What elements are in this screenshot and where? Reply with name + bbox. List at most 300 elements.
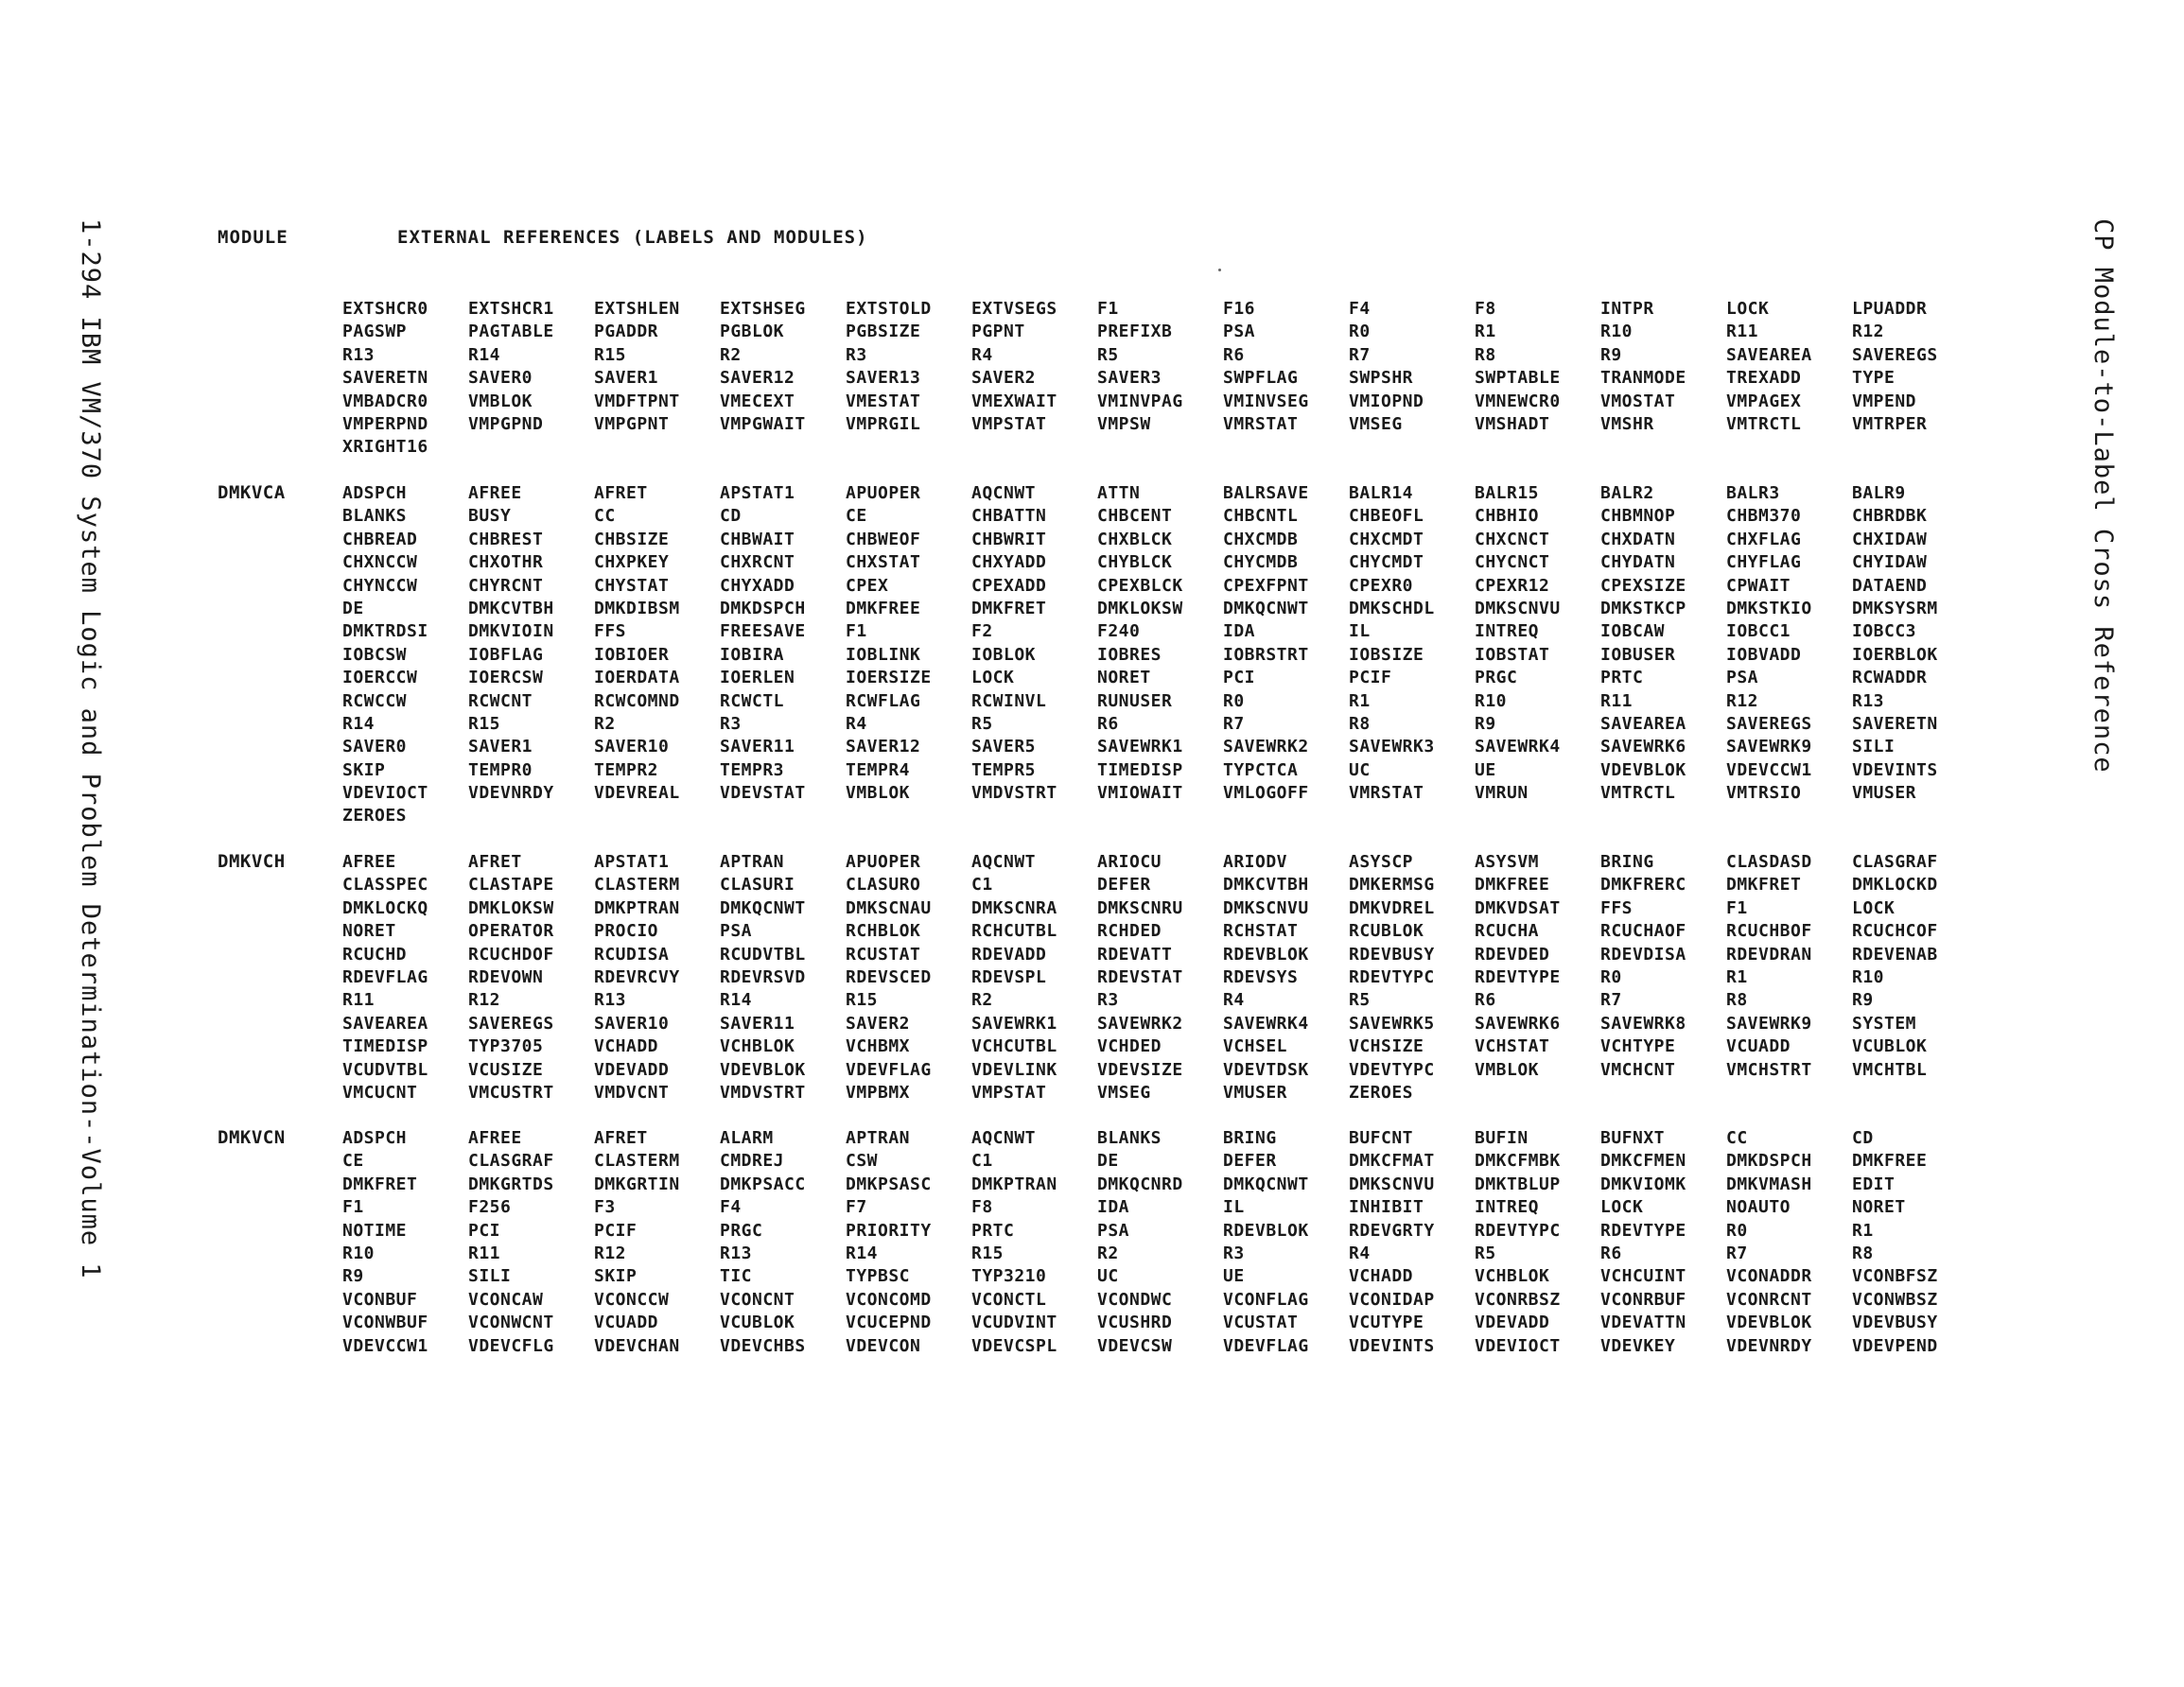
reference-label: ARIODV [1223,852,1288,872]
reference-label: DATAEND [1852,575,1928,596]
reference-label: FREESAVE [720,621,806,642]
reference-label: CHYCNCT [1475,552,1550,573]
reference-label: F1 [1097,299,1119,319]
reference-label: CHBWEOF [846,529,921,549]
reference-label: APSTAT1 [594,852,670,872]
reference-label: BUFNXT [1600,1128,1666,1148]
reference-label: RDEVRCVY [594,966,680,987]
reference-label: VMINVPAG [1097,391,1183,411]
reference-label: INHIBIT [1349,1197,1424,1218]
reference-label: SAVEWRK4 [1475,737,1561,757]
page-side-caption-right: CP Module-to-Label Cross Reference [2088,218,2118,774]
reference-label: VDEVCCW1 [1726,759,1812,780]
reference-label: DMKDSPCH [720,598,806,618]
reference-label: VMPRGIL [846,413,921,434]
reference-label: VCUSIZE [468,1059,544,1080]
reference-label: R13 [594,990,627,1011]
reference-label: F240 [1097,621,1141,642]
reference-label: VCHDED [1097,1036,1162,1057]
reference-label: RCWINVL [971,690,1047,711]
reference-label: VDEVADD [594,1059,670,1080]
reference-label: R2 [971,990,993,1011]
reference-label: PRTC [971,1220,1015,1241]
reference-label: PRGC [1475,668,1518,688]
reference-label: R11 [1726,322,1759,342]
reference-label: R0 [1349,322,1371,342]
reference-label: CHBWRIT [971,529,1047,549]
reference-label: APSTAT1 [720,483,795,503]
reference-label: VMCUCNT [342,1082,418,1103]
reference-label: CHBEOFL [1349,506,1424,527]
reference-label: ADSPCH [342,483,408,503]
reference-label: VCUADD [1726,1036,1791,1057]
reference-label: VMSHR [1600,413,1654,434]
reference-label: DEFER [1223,1151,1277,1172]
reference-label: TIMEDISP [1097,759,1183,780]
reference-label: SKIP [594,1266,638,1287]
reference-label: TEMPR2 [594,759,659,780]
reference-label: DMKDSPCH [1726,1151,1812,1172]
reference-label: CPEXSIZE [1600,575,1686,596]
reference-label: DMKLOCKD [1852,875,1938,896]
reference-label: SAVER11 [720,1013,795,1034]
reference-label: SAVER3 [1097,368,1162,389]
reference-label: SAVEWRK8 [1600,1013,1686,1034]
reference-label: VMPSTAT [971,1082,1047,1103]
reference-label: R13 [342,344,376,365]
reference-label: RDEVTYPC [1349,966,1435,987]
reference-label: BLANKS [1097,1128,1162,1148]
reference-label: PAGSWP [342,322,408,342]
reference-label: TYPCTCA [1223,759,1299,780]
reference-label: VMRSTAT [1349,783,1424,804]
reference-label: VCONRBUF [1600,1289,1686,1310]
reference-label: SAVEWRK2 [1097,1013,1183,1034]
reference-label: DMKLOKSW [468,897,554,918]
reference-label: DMKLOKSW [1097,598,1183,618]
reference-label: LOCK [1600,1197,1644,1218]
reference-label: VCONBFSZ [1852,1266,1938,1287]
reference-label: CHYSTAT [594,575,670,596]
reference-label: SAVEWRK9 [1726,737,1812,757]
reference-label: SAVER1 [468,737,533,757]
reference-label: R10 [1852,966,1885,987]
reference-label: CHYNCCW [342,575,418,596]
reference-label: R7 [1349,344,1371,365]
reference-label: VDEVCON [846,1335,921,1356]
reference-label: CHXFLAG [1726,529,1802,549]
reference-label: VMSEG [1097,1082,1151,1103]
reference-label: RDEVRSVD [720,966,806,987]
reference-label: R13 [720,1243,753,1263]
reference-label: VMBLOK [468,391,533,411]
reference-label: VMRUN [1475,783,1529,804]
reference-label: DMKFRET [1726,875,1802,896]
reference-label: RUNUSER [1097,690,1173,711]
reference-label: VCUBLOK [1852,1036,1928,1057]
reference-label: VMDFTPNT [594,391,680,411]
reference-label: SAVEAREA [1600,713,1686,734]
reference-label: CPEXBLCK [1097,575,1183,596]
reference-label: VMCHTBL [1852,1059,1928,1080]
reference-label: VCONWBSZ [1852,1289,1938,1310]
reference-label: APUOPER [846,483,921,503]
reference-label: VMESTAT [846,391,921,411]
reference-label: SAVEWRK3 [1349,737,1435,757]
reference-label: F4 [1349,299,1371,319]
reference-label: VMPBMX [846,1082,911,1103]
reference-label: VCUCEPND [846,1313,932,1333]
reference-label: RDEVENAB [1852,944,1938,965]
reference-label: VMBLOK [846,783,911,804]
reference-label: R1 [1726,966,1748,987]
reference-label: INTREQ [1475,621,1540,642]
reference-label: IOBRES [1097,644,1162,665]
reference-label: BUFIN [1475,1128,1529,1148]
reference-label: RDEVTYPE [1475,966,1561,987]
reference-label: R9 [1852,990,1874,1011]
reference-label: VDEVINTS [1852,759,1938,780]
reference-label: AFRET [594,483,648,503]
reference-label: IDA [1223,621,1256,642]
reference-label: PROCIO [594,921,659,942]
reference-label: R4 [846,713,867,734]
reference-label: TYP3210 [971,1266,1047,1287]
reference-label: VMPGWAIT [720,413,806,434]
reference-label: R12 [1726,690,1759,711]
reference-label: VMPSW [1097,413,1151,434]
reference-label: SAVER0 [468,368,533,389]
reference-label: VMDVSTRT [971,783,1057,804]
reference-label: DMKFRET [342,1174,418,1194]
reference-label: VCONWCNT [468,1313,554,1333]
reference-label: ALARM [720,1128,774,1148]
reference-label: VCHTYPE [1600,1036,1676,1057]
reference-label: CHXCMDB [1223,529,1299,549]
reference-label: SAVER2 [846,1013,911,1034]
reference-label: PGADDR [594,322,659,342]
reference-label: IOBVADD [1726,644,1802,665]
reference-label: DMKLOCKQ [342,897,428,918]
reference-label: VMPSTAT [971,413,1047,434]
reference-label: VMEXWAIT [971,391,1057,411]
reference-label: RDEVADD [971,944,1047,965]
reference-label: RCWADDR [1852,668,1928,688]
reference-label: VDEVCHAN [594,1335,680,1356]
reference-label: LOCK [1852,897,1896,918]
reference-label: VDEVATTN [1600,1313,1686,1333]
reference-label: IOBSTAT [1475,644,1550,665]
reference-label: CHXBLCK [1097,529,1173,549]
speck-mark [1218,269,1221,271]
reference-label: R0 [1726,1220,1748,1241]
reference-label: EXTSHSEG [720,299,806,319]
reference-label: RCUBLOK [1349,921,1424,942]
reference-label: F3 [594,1197,616,1218]
reference-label: R14 [720,990,753,1011]
reference-label: VCONBUF [342,1289,418,1310]
reference-label: R12 [1852,322,1885,342]
reference-label: EXTVSEGS [971,299,1057,319]
reference-label: DMKVDSAT [1475,897,1561,918]
reference-label: IOBCC1 [1726,621,1791,642]
reference-label: PREFIXB [1097,322,1173,342]
reference-label: CHXCNCT [1475,529,1550,549]
reference-label: LOCK [971,668,1015,688]
reference-label: NORET [1097,668,1151,688]
reference-label: AQCNWT [971,483,1037,503]
reference-label: DEFER [1097,875,1151,896]
reference-label: CHBREST [468,529,544,549]
reference-label: RDEVATT [1097,944,1173,965]
reference-label: VCONRCNT [1726,1289,1812,1310]
reference-label: PGPNT [971,322,1025,342]
reference-label: CHXDATN [1600,529,1676,549]
reference-label: VDEVPEND [1852,1335,1938,1356]
reference-label: RDEVDRAN [1726,944,1812,965]
reference-label: DMKERMSG [1349,875,1435,896]
reference-label: CC [594,506,616,527]
reference-label: VDEVBUSY [1852,1313,1938,1333]
reference-label: R6 [1600,1243,1622,1263]
reference-label: IOBRSTRT [1223,644,1309,665]
reference-label: AFRET [594,1128,648,1148]
reference-label: TREXADD [1726,368,1802,389]
reference-label: IOERSIZE [846,668,932,688]
reference-label: VCONCTL [971,1289,1047,1310]
reference-label: VMPGPNT [594,413,670,434]
reference-label: DMKSCNVU [1349,1174,1435,1194]
reference-label: DMKGRTDS [468,1174,554,1194]
reference-label: BLANKS [342,506,408,527]
reference-label: CHBM370 [1726,506,1802,527]
reference-label: VMLOGOFF [1223,783,1309,804]
reference-label: UE [1475,759,1496,780]
reference-label: VMRSTAT [1223,413,1299,434]
reference-label: VDEVFLAG [846,1059,932,1080]
reference-label: PCIF [1349,668,1392,688]
reference-label: RDEVDED [1475,944,1550,965]
reference-label: LOCK [1726,299,1770,319]
reference-label: VDEVBLOK [1726,1313,1812,1333]
reference-label: CLASGRAF [468,1151,554,1172]
reference-label: DMKPTRAN [594,897,680,918]
reference-label: CHYXADD [720,575,795,596]
reference-label: VMNEWCR0 [1475,391,1561,411]
reference-label: R4 [1349,1243,1371,1263]
reference-label: CHBCNTL [1223,506,1299,527]
reference-label: F1 [342,1197,364,1218]
reference-label: R9 [1600,344,1622,365]
reference-label: CHXNCCW [342,552,418,573]
reference-label: TYPE [1852,368,1896,389]
reference-label: VDEVTYPC [1349,1059,1435,1080]
reference-label: VMIOPND [1349,391,1424,411]
reference-label: VCHBLOK [1475,1266,1550,1287]
reference-label: F8 [971,1197,993,1218]
reference-label: R14 [342,713,376,734]
reference-label: RCWCOMND [594,690,680,711]
reference-label: R11 [342,990,376,1011]
reference-label: CLASTERM [594,875,680,896]
reference-label: LPUADDR [1852,299,1928,319]
reference-label: IOBIRA [720,644,785,665]
reference-label: SKIP [342,759,386,780]
reference-label: TYP3705 [468,1036,544,1057]
reference-label: IOBCC3 [1852,621,1917,642]
reference-label: VMBADCR0 [342,391,428,411]
reference-label: CHXSTAT [846,552,921,573]
reference-label: VDEVCFLG [468,1335,554,1356]
reference-label: SAVER12 [846,737,921,757]
reference-label: VCUDVTBL [342,1059,428,1080]
reference-label: R4 [971,344,993,365]
reference-label: SAVER0 [342,737,408,757]
reference-label: PCI [468,1220,501,1241]
reference-label: RDEVDISA [1600,944,1686,965]
reference-label: VCONIDAP [1349,1289,1435,1310]
reference-label: RCUCHCOF [1852,921,1938,942]
reference-label: DMKVIOIN [468,621,554,642]
reference-label: R5 [1349,990,1371,1011]
reference-label: DMKPSACC [720,1174,806,1194]
reference-label: VDEVBLOK [1600,759,1686,780]
reference-label: VCUSHRD [1097,1313,1173,1333]
reference-label: R3 [1223,1243,1245,1263]
reference-label: DMKSCNVU [1223,897,1309,918]
reference-label: CC [1726,1128,1748,1148]
module-name: DMKVCN [218,1127,286,1148]
reference-label: VMECEXT [720,391,795,411]
reference-label: SAVER12 [720,368,795,389]
reference-label: CMDREJ [720,1151,785,1172]
reference-label: CLASTAPE [468,875,554,896]
reference-label: DMKFRERC [1600,875,1686,896]
reference-label: SAVEREGS [468,1013,554,1034]
reference-label: UC [1349,759,1371,780]
reference-label: VCHADD [1349,1266,1414,1287]
reference-label: RCHBLOK [846,921,921,942]
reference-label: DMKSCNVU [1475,598,1561,618]
reference-label: CHYFLAG [1726,552,1802,573]
reference-label: VCHBLOK [720,1036,795,1057]
reference-label: RCWCNT [468,690,533,711]
reference-label: ZEROES [342,806,408,826]
reference-label: CHYDATN [1600,552,1676,573]
reference-label: CHXYADD [971,552,1047,573]
reference-label: BALR15 [1475,483,1540,503]
reference-label: R5 [971,713,993,734]
reference-label: R6 [1097,713,1119,734]
reference-label: R5 [1097,344,1119,365]
reference-label: VCONDWC [1097,1289,1173,1310]
reference-label: RCHDED [1097,921,1162,942]
reference-label: R14 [846,1243,879,1263]
reference-label: SILI [468,1266,512,1287]
reference-label: UE [1223,1266,1245,1287]
reference-label: R15 [468,713,501,734]
reference-label: APTRAN [720,852,785,872]
reference-label: PSA [1223,322,1256,342]
reference-grid [342,298,1978,460]
reference-label: VMOSTAT [1600,391,1676,411]
reference-label: PCIF [594,1220,638,1241]
reference-label: VMDVCNT [594,1082,670,1103]
reference-label: CHYCMDB [1223,552,1299,573]
reference-label: INTREQ [1475,1197,1540,1218]
reference-label: VMIOWAIT [1097,783,1183,804]
reference-label: R4 [1223,990,1245,1011]
reference-label: BUFCNT [1349,1128,1414,1148]
reference-label: IOERDATA [594,668,680,688]
reference-label: VMBLOK [1475,1059,1540,1080]
reference-label: BRING [1600,852,1654,872]
reference-label: RCUCHD [342,944,408,965]
reference-label: ZEROES [1349,1082,1414,1103]
reference-label: VCUSTAT [1223,1313,1299,1333]
reference-label: R0 [1600,966,1622,987]
reference-label: R6 [1475,990,1496,1011]
reference-label: CHBHIO [1475,506,1540,527]
reference-label: RCHSTAT [1223,921,1299,942]
reference-label: CHBATTN [971,506,1047,527]
reference-label: VDEVREAL [594,783,680,804]
reference-label: DMKQCNWT [720,897,806,918]
reference-label: VMCUSTRT [468,1082,554,1103]
reference-label: RDEVSPL [971,966,1047,987]
reference-label: VCUBLOK [720,1313,795,1333]
reference-label: SAVEWRK2 [1223,737,1309,757]
reference-label: F256 [468,1197,512,1218]
reference-label: NOTIME [342,1220,408,1241]
reference-label: VDEVIOCT [342,783,428,804]
reference-label: AFREE [342,852,396,872]
reference-label: VMTRCTL [1726,413,1802,434]
reference-label: IL [1223,1197,1245,1218]
reference-label: CHBSIZE [594,529,670,549]
reference-label: IOBLOK [971,644,1037,665]
reference-label: VCONADDR [1726,1266,1812,1287]
reference-label: VDEVLINK [971,1059,1057,1080]
reference-label: VCONRBSZ [1475,1289,1561,1310]
reference-label: F4 [720,1197,742,1218]
reference-label: R7 [1600,990,1622,1011]
reference-label: R8 [1726,990,1748,1011]
reference-label: AFREE [468,1128,522,1148]
reference-label: R2 [594,713,616,734]
reference-label: BALR3 [1726,483,1780,503]
reference-label: BALR2 [1600,483,1654,503]
reference-label: R10 [1475,690,1508,711]
reference-label: R10 [1600,322,1634,342]
reference-label: VMINVSEG [1223,391,1309,411]
reference-label: CSW [846,1151,879,1172]
reference-label: SAVEWRK1 [1097,737,1183,757]
reference-label: EXTSTOLD [846,299,932,319]
reference-label: TEMPR0 [468,759,533,780]
reference-label: CHBMNOP [1600,506,1676,527]
reference-label: VDEVCSW [1097,1335,1173,1356]
reference-label: BALR9 [1852,483,1906,503]
reference-label: SAVER11 [720,737,795,757]
reference-label: R9 [1475,713,1496,734]
reference-label: ADSPCH [342,1128,408,1148]
reference-label: ATTN [1097,483,1141,503]
reference-label: EXTSHLEN [594,299,680,319]
reference-label: DMKFREE [1475,875,1550,896]
reference-label: IOERCSW [468,668,544,688]
reference-label: CHYBLCK [1097,552,1173,573]
